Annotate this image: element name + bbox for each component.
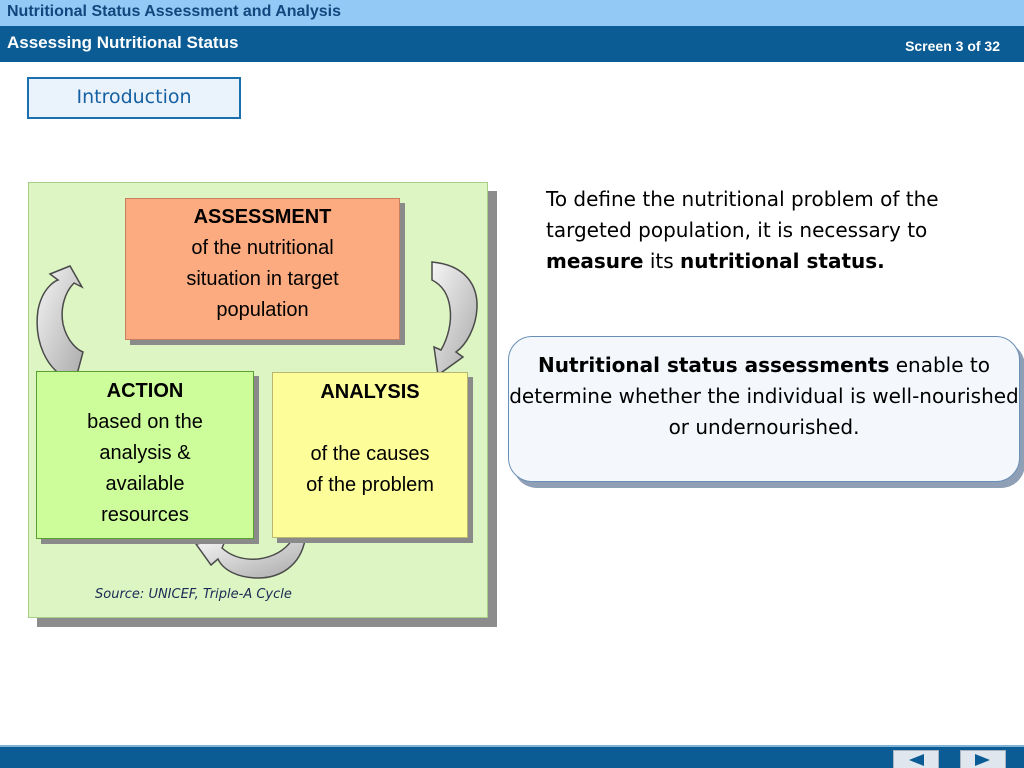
source-citation: Source: UNICEF, Triple-A Cycle — [95, 587, 292, 602]
next-button[interactable] — [960, 750, 1006, 768]
screen-counter: Screen 3 of 32 — [905, 38, 1000, 54]
intro-text-bold: nutritional status. — [680, 249, 885, 273]
assessment-heading: ASSESSMENT — [193, 206, 332, 228]
analysis-line: of the problem — [306, 474, 434, 496]
triangle-left-icon — [906, 753, 926, 767]
assessment-box — [125, 198, 400, 340]
footer-nav-bar — [0, 745, 1024, 768]
analysis-heading: ANALYSIS — [320, 381, 420, 403]
callout-bold: Nutritional status assessments — [538, 353, 890, 377]
action-heading: ACTION — [106, 380, 184, 402]
assessment-line: population — [216, 299, 309, 321]
action-line: analysis & — [99, 442, 191, 464]
section-header-bar — [0, 26, 1024, 62]
intro-text-bold: measure — [546, 249, 644, 273]
assessment-line: of the nutritional — [191, 237, 334, 259]
analysis-box — [272, 372, 468, 538]
section-title: Assessing Nutritional Status — [7, 33, 239, 52]
analysis-line: of the causes — [310, 443, 430, 465]
action-box — [36, 371, 254, 539]
callout-text: enable to determine whether the individual is well-nourished or undernourished. — [509, 353, 1019, 439]
introduction-tab[interactable]: Introduction — [27, 77, 241, 119]
course-title: Nutritional Status Assessment and Analysis — [7, 3, 342, 20]
intro-text-part: To define the nutritional problem of the targeted population, it is necessary to — [546, 187, 939, 242]
assessment-line: situation in target — [186, 268, 339, 290]
action-line: resources — [101, 504, 189, 526]
intro-paragraph — [546, 184, 986, 277]
triangle-right-icon — [973, 753, 993, 767]
course-header-bar — [0, 0, 1024, 26]
action-line: available — [105, 473, 185, 495]
analysis-line — [273, 408, 467, 439]
previous-button[interactable] — [893, 750, 939, 768]
action-line: based on the — [87, 411, 203, 433]
key-point-callout — [508, 336, 1020, 482]
intro-text-part: its — [643, 249, 681, 273]
